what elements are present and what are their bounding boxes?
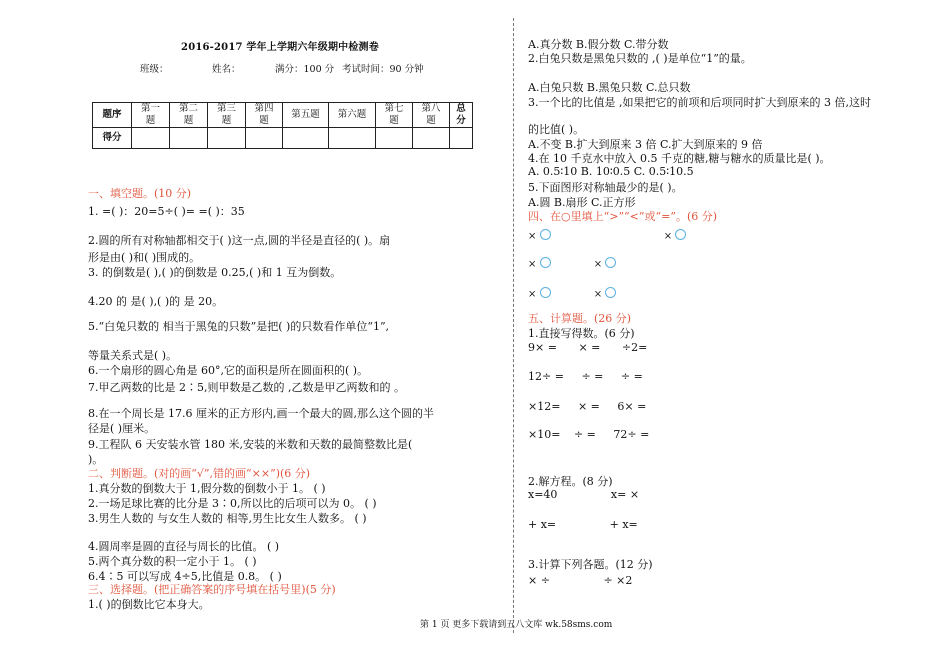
calc-row [528, 370, 643, 383]
score-table-header: 题序 [93, 103, 132, 128]
question-line: 4.20 的 是( ),( )的 是 20。 [88, 295, 224, 308]
equation-row [528, 518, 638, 531]
equation: + x= [528, 518, 557, 531]
score-table-header: 第七 题 [376, 103, 413, 128]
question-line: 3.计算下列各题。(12 分) [528, 558, 653, 571]
section-heading: 一、填空题。(10 分) [88, 187, 192, 200]
score-table-header: 第八 题 [413, 103, 450, 128]
score-cell[interactable] [413, 127, 450, 148]
section-heading: 四、在○里填上“>”“<”或“=”。(6 分) [528, 210, 718, 223]
expression: 12÷ = [528, 370, 564, 383]
score-row-label: 得分 [93, 127, 132, 148]
expression: 9× = [528, 341, 557, 354]
score-cell[interactable] [376, 127, 413, 148]
question-line: 3. 的倒数是( ),( )的倒数是 0.25,( )和 1 互为倒数。 [88, 266, 342, 279]
calc-row [528, 400, 646, 413]
expression: × = [578, 341, 601, 354]
question-line: 3.一个比的比值是 ,如果把它的前项和后项同时扩大到原来的 3 倍,这时 [528, 96, 871, 109]
question-line: 4.在 10 千克水中放入 0.5 千克的糖,糖与糖水的质量比是( )。 [528, 152, 831, 165]
expression: × [528, 259, 540, 270]
section-heading: 二、判断题。(对的画“√”,错的画“××”)(6 分) [88, 467, 311, 480]
score-table-header: 第五题 [283, 103, 329, 128]
question-line: 5.“白兔只数的 相当于黑兔的只数”是把( )的只数看作单位“1”, [88, 320, 390, 333]
question-line: 的比值( )。 [528, 123, 585, 136]
expression: ÷ ×2 [603, 574, 633, 587]
full-score-label: 满分：100 分 [275, 64, 335, 75]
option-line: A. 0.5∶10 B. 10∶0.5 C. 0.5∶10.5 [528, 165, 694, 178]
calc-row [528, 574, 632, 587]
score-table [92, 102, 473, 149]
equation-row [528, 488, 639, 501]
calc-row [528, 341, 647, 354]
score-table-header: 第三 题 [208, 103, 246, 128]
question-line: )。 [88, 453, 104, 466]
question-line: 3.男生人数的 与女生人数的 相等,男生比女生人数多。 ( ) [88, 512, 367, 525]
name-label: 姓名： [212, 64, 241, 75]
question-line: 形是由( )和( )围成的。 [88, 251, 201, 264]
question-line: 8.在一个周长是 17.6 厘米的正方形内,画一个最大的圆,那么这个圆的半 [88, 407, 434, 420]
question-line: 等量关系式是( )。 [88, 349, 178, 362]
expression: × [593, 289, 606, 300]
page-footer: 第 1 页 更多下载请到五八文库 wk.58sms.com [420, 620, 613, 630]
expression: 6× = [617, 400, 647, 413]
question-line: 径是( )厘米。 [88, 422, 156, 435]
time-label: 考试时间：90 分钟 [342, 64, 424, 75]
compare-row [528, 229, 686, 242]
expression: × [593, 259, 606, 270]
equation: + x= [609, 518, 638, 531]
score-cell[interactable] [208, 127, 246, 148]
compare-circle[interactable] [605, 257, 616, 268]
score-table-header: 第二 题 [170, 103, 208, 128]
option-line: A.白兔只数 B.黑兔只数 C.总只数 [528, 81, 691, 94]
question-line: 2.白兔只数是黑兔只数的 ,( )是单位“1”的量。 [528, 52, 752, 65]
compare-row [528, 257, 616, 270]
expression: 72÷ = [613, 428, 650, 441]
calc-row [528, 428, 649, 441]
compare-circle[interactable] [605, 287, 616, 298]
compare-circle[interactable] [675, 229, 686, 240]
score-cell[interactable] [170, 127, 208, 148]
expression: ×12= [528, 400, 561, 413]
expression: ÷ = [581, 370, 604, 383]
expression: × [528, 289, 540, 300]
equation: x= × [610, 488, 640, 501]
exam-title: 2016-2017 学年上学期六年级期中检测卷 [181, 42, 379, 53]
question-line: 6.一个扇形的圆心角是 60°,它的面积是所在圆面积的( )。 [88, 364, 369, 377]
score-table-header: 第一 题 [132, 103, 170, 128]
compare-row [528, 287, 616, 300]
score-table-header: 第四 题 [246, 103, 283, 128]
score-cell[interactable] [450, 127, 473, 148]
question-line: 1.( )的倒数比它本身大。 [88, 598, 210, 611]
question-line: 7.甲乙两数的比是 2∶5,则甲数是乙数的 ,乙数是甲乙两数和的 。 [88, 381, 405, 394]
page-divider [513, 18, 514, 633]
question-line: 6.4∶5 可以写成 4÷5,比值是 0.8。 ( ) [88, 570, 282, 583]
score-table-header: 第六题 [329, 103, 376, 128]
question-line: 1.真分数的倒数大于 1,假分数的倒数小于 1。 ( ) [88, 482, 326, 495]
option-line: A.圆 B.扇形 C.正方形 [528, 196, 636, 209]
question-line: 5.两个真分数的积一定小于 1。 ( ) [88, 555, 257, 568]
score-cell[interactable] [132, 127, 170, 148]
expression: × ÷ [528, 574, 550, 587]
question-line: 9.工程队 6 天安装水管 180 米,安装的米数和天数的最简整数比是( [88, 438, 413, 451]
compare-circle[interactable] [540, 287, 551, 298]
option-line: A.真分数 B.假分数 C.带分数 [528, 38, 669, 51]
question-line: 2.一场足球比赛的比分是 3∶0,所以比的后项可以为 0。 ( ) [88, 497, 377, 510]
expression: ×10= [528, 428, 561, 441]
compare-circle[interactable] [540, 257, 551, 268]
score-cell[interactable] [246, 127, 283, 148]
class-label: 班级： [140, 64, 169, 75]
score-cell[interactable] [329, 127, 376, 148]
option-line: A.不变 B.扩大到原来 3 倍 C.扩大到原来的 9 倍 [528, 138, 763, 151]
expression: ÷ = [573, 428, 596, 441]
expression: × [528, 231, 540, 242]
expression: ÷ = [620, 370, 643, 383]
expression: × = [577, 400, 600, 413]
question-line: 5.下面图形对称轴最少的是( )。 [528, 181, 683, 194]
compare-circle[interactable] [540, 229, 551, 240]
score-cell[interactable] [283, 127, 329, 148]
expression: ÷2= [621, 341, 648, 354]
score-table-header: 总 分 [450, 103, 473, 128]
expression: × [663, 231, 676, 242]
section-heading: 五、计算题。(26 分) [528, 312, 632, 325]
question-line: 1. =( )：20=5÷( )= =( )：35 [88, 205, 245, 218]
section-heading: 三、选择题。(把正确答案的序号填在括号里)(5 分) [88, 583, 336, 596]
question-line: 1.直接写得数。(6 分) [528, 327, 635, 340]
question-line: 4.圆周率是圆的直径与周长的比值。 ( ) [88, 540, 280, 553]
question-line: 2.圆的所有对称轴都相交于( )这一点,圆的半径是直径的( )。扇 [88, 234, 391, 247]
question-line: 2.解方程。(8 分) [528, 475, 613, 488]
equation: x=40 [528, 488, 558, 501]
